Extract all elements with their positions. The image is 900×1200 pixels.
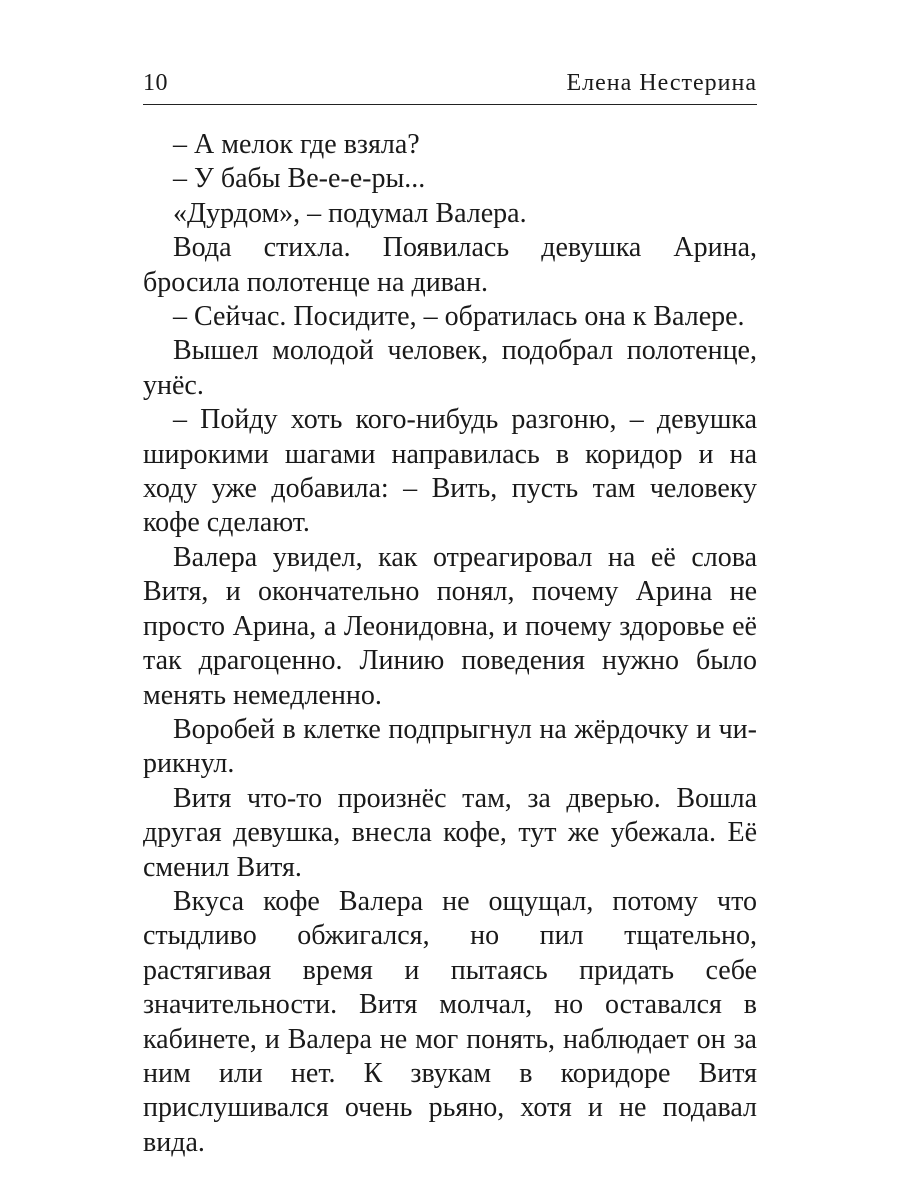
paragraph: Вкуса кофе Валера не ощущал, потому что стыдливо обжигался, но пил тщательно, растягивая время и пытаясь придать себе значительности. Витя молчал, но оставался в кабинете, и Валера не мог понять, наблюдает он за ним или нет. К звукам в коридоре Витя прислушивался очень рьяно, хотя и не подавал вида. (143, 885, 757, 1158)
paragraph: Вода стихла. Появилась девушка Арина, бросила полотенце на диван. (143, 232, 757, 298)
body-text (143, 128, 757, 1160)
paragraph: Воробей в клетке подпрыгнул на жёрдочку и чирикнул. (143, 713, 757, 780)
paragraph: Вышел молодой человек, подобрал полотенце, унёс. (143, 335, 757, 401)
page-number: 10 (143, 70, 168, 96)
paragraph: – Пойду хоть кого-нибудь разгоню, – девушка широкими шагами направилась в коридор и на ходу уже добавила: – Вить, пусть там человеку кофе сделают. (143, 404, 757, 539)
paragraph: – У бабы Ве-е-е-ры... (173, 163, 426, 195)
page-header (143, 64, 757, 105)
running-head-author: Елена Нестерина (566, 70, 757, 96)
paragraph: «Дурдом», – подумал Валера. (173, 197, 527, 229)
paragraph: – Сейчас. Посидите, – обратилась она к Валере. (173, 301, 745, 333)
paragraph: Валера увидел, как отреагировал на её слова Витя, и окончательно понял, почему Арина не просто Арина, а Леонидовна, и почему здоровье её так драгоценно. Линию поведения нужно было менять немедленно. (143, 541, 757, 711)
paragraph: – А мелок где взяла? (173, 129, 420, 160)
paragraph: Витя что-то произнёс там, за дверью. Вошла другая девушка, внесла кофе, тут же убежала. Её сменил Витя. (143, 782, 757, 883)
